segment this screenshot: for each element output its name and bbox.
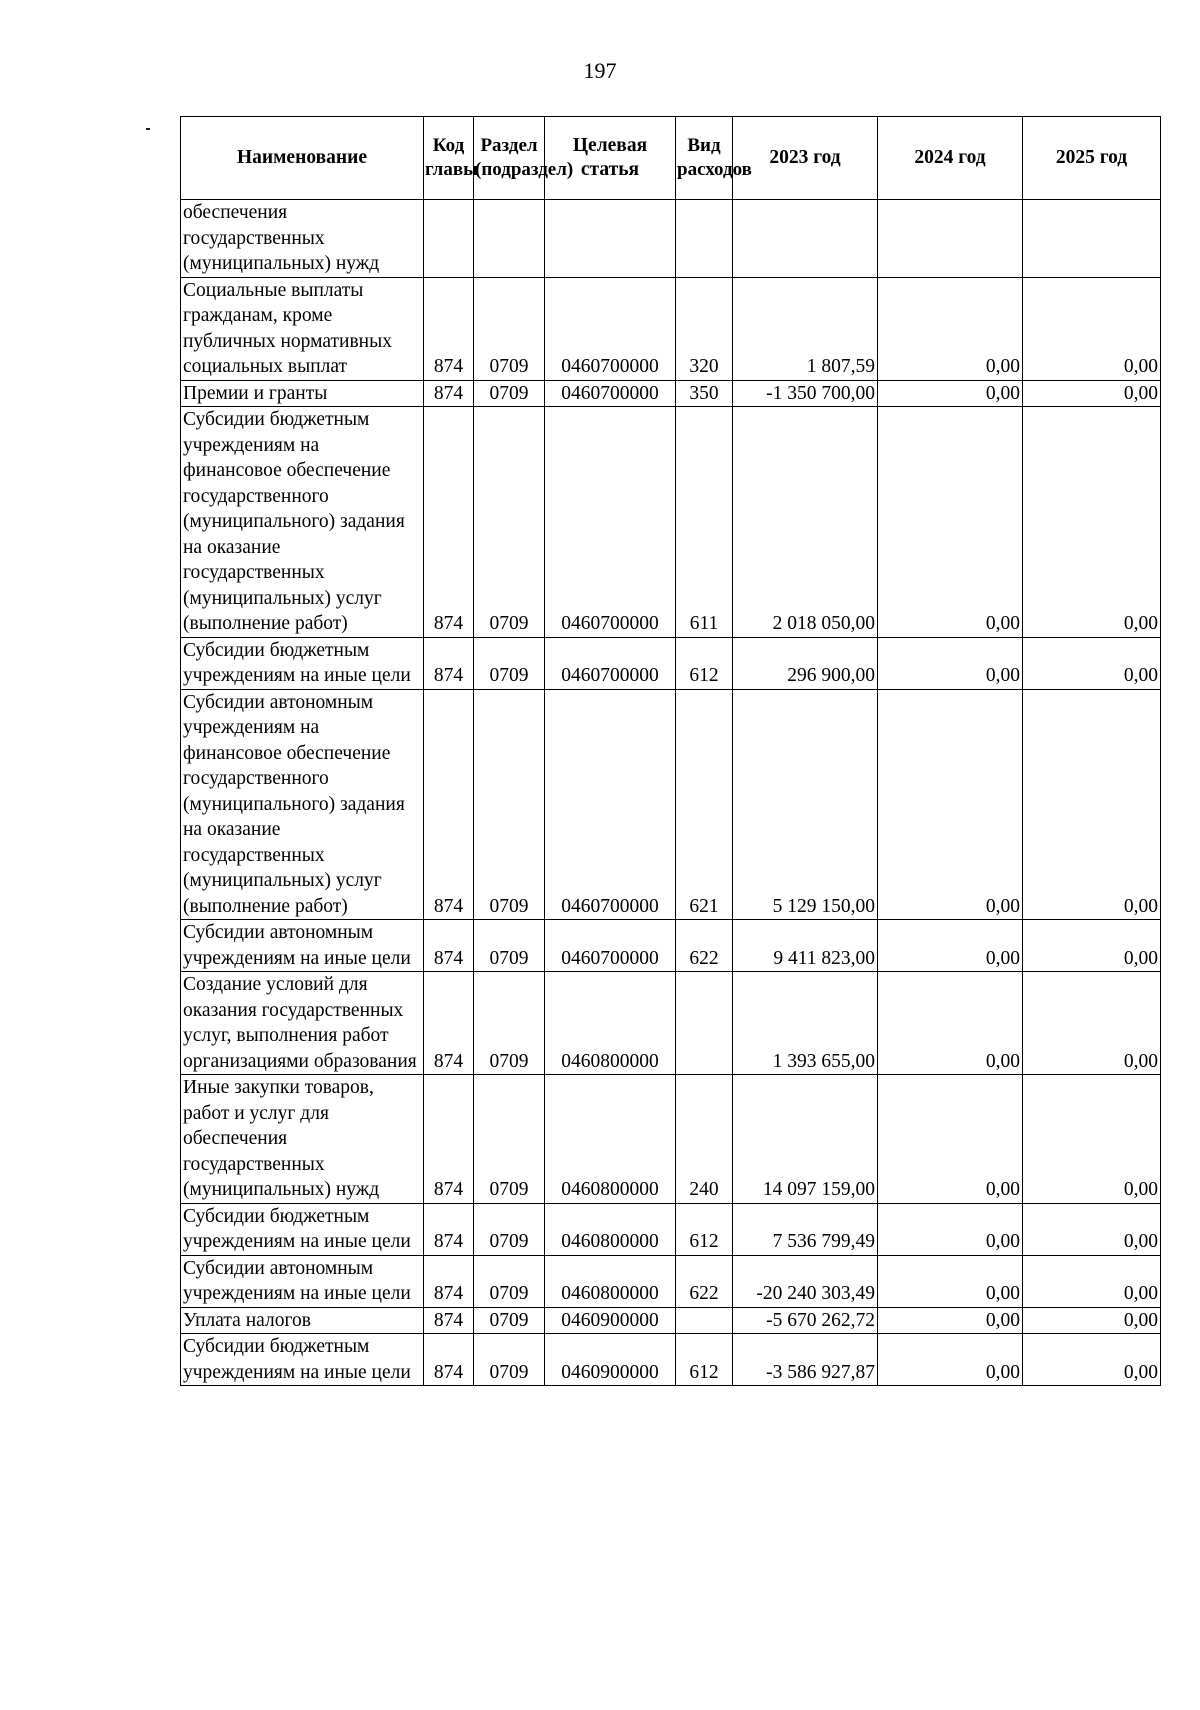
row-expense-type: 240 (676, 1075, 733, 1204)
row-target-article: 0460700000 (545, 637, 676, 689)
row-name: Субсидии автономным учреждениям на финансовое обеспечение государственного (муниципального) задания на оказание государственных (муниципальных) услуг (выполнение работ) (181, 689, 424, 920)
row-chapter-code: 874 (424, 1255, 474, 1307)
header-2025: 2025 год (1023, 117, 1161, 200)
row-amount-2025: 0,00 (1023, 407, 1161, 638)
row-chapter-code: 874 (424, 407, 474, 638)
row-amount-2023: 14 097 159,00 (733, 1075, 878, 1204)
row-target-article: 0460700000 (545, 380, 676, 407)
row-chapter-code (424, 200, 474, 278)
row-section: 0709 (474, 1334, 545, 1386)
row-section: 0709 (474, 637, 545, 689)
row-expense-type (676, 1307, 733, 1334)
row-target-article: 0460800000 (545, 972, 676, 1075)
row-name: обеспечения государственных (муниципальных) нужд (181, 200, 424, 278)
row-chapter-code: 874 (424, 920, 474, 972)
table-header-row (181, 117, 1161, 200)
row-name: Создание условий для оказания государственных услуг, выполнения работ организациями образования (181, 972, 424, 1075)
table-row (181, 637, 1161, 689)
row-chapter-code: 874 (424, 1334, 474, 1386)
row-section (474, 200, 545, 278)
row-amount-2025 (1023, 200, 1161, 278)
header-2024: 2024 год (878, 117, 1023, 200)
row-expense-type: 621 (676, 689, 733, 920)
header-2023: 2023 год (733, 117, 878, 200)
row-expense-type: 612 (676, 637, 733, 689)
row-amount-2024: 0,00 (878, 380, 1023, 407)
row-amount-2025: 0,00 (1023, 689, 1161, 920)
row-target-article: 0460700000 (545, 689, 676, 920)
row-expense-type: 622 (676, 1255, 733, 1307)
row-amount-2023: -1 350 700,00 (733, 380, 878, 407)
row-target-article: 0460900000 (545, 1334, 676, 1386)
row-section: 0709 (474, 689, 545, 920)
row-amount-2024: 0,00 (878, 689, 1023, 920)
row-amount-2025: 0,00 (1023, 920, 1161, 972)
table-row (181, 920, 1161, 972)
row-section: 0709 (474, 920, 545, 972)
header-expense-type: Вид расходов (676, 117, 733, 200)
row-amount-2023: 1 393 655,00 (733, 972, 878, 1075)
row-name: Социальные выплаты гражданам, кроме публичных нормативных социальных выплат (181, 277, 424, 380)
row-target-article: 0460800000 (545, 1075, 676, 1204)
row-section: 0709 (474, 277, 545, 380)
row-target-article: 0460800000 (545, 1203, 676, 1255)
row-amount-2023: 296 900,00 (733, 637, 878, 689)
table-row (181, 277, 1161, 380)
row-amount-2024: 0,00 (878, 1307, 1023, 1334)
row-target-article (545, 200, 676, 278)
table-row (181, 1203, 1161, 1255)
row-name: Субсидии бюджетным учреждениям на иные цели (181, 1334, 424, 1386)
row-amount-2023: -5 670 262,72 (733, 1307, 878, 1334)
row-expense-type: 622 (676, 920, 733, 972)
row-amount-2023 (733, 200, 878, 278)
row-name: Иные закупки товаров, работ и услуг для обеспечения государственных (муниципальных) нужд (181, 1075, 424, 1204)
row-section: 0709 (474, 972, 545, 1075)
row-amount-2024: 0,00 (878, 920, 1023, 972)
row-amount-2024: 0,00 (878, 1075, 1023, 1204)
row-chapter-code: 874 (424, 1307, 474, 1334)
row-section: 0709 (474, 1075, 545, 1204)
table-row (181, 1075, 1161, 1204)
row-target-article: 0460700000 (545, 920, 676, 972)
row-chapter-code: 874 (424, 380, 474, 407)
row-section: 0709 (474, 380, 545, 407)
header-chapter-code: Код главы (424, 117, 474, 200)
table-row (181, 380, 1161, 407)
table-row (181, 407, 1161, 638)
row-expense-type (676, 200, 733, 278)
header-target-article: Целевая статья (545, 117, 676, 200)
row-amount-2024 (878, 200, 1023, 278)
row-name: Субсидии автономным учреждениям на иные цели (181, 1255, 424, 1307)
row-name: Субсидии бюджетным учреждениям на иные цели (181, 637, 424, 689)
row-chapter-code: 874 (424, 689, 474, 920)
row-chapter-code: 874 (424, 972, 474, 1075)
row-chapter-code: 874 (424, 1203, 474, 1255)
row-amount-2024: 0,00 (878, 407, 1023, 638)
row-amount-2024: 0,00 (878, 1203, 1023, 1255)
row-target-article: 0460700000 (545, 277, 676, 380)
page-number: 197 (583, 58, 617, 83)
scan-mark (146, 128, 150, 130)
row-amount-2024: 0,00 (878, 637, 1023, 689)
row-amount-2023: -20 240 303,49 (733, 1255, 878, 1307)
table-row (181, 1255, 1161, 1307)
row-section: 0709 (474, 1203, 545, 1255)
row-amount-2025: 0,00 (1023, 277, 1161, 380)
row-target-article: 0460700000 (545, 407, 676, 638)
row-name: Субсидии бюджетным учреждениям на финансовое обеспечение государственного (муниципального) задания на оказание государственных (муниципальных) услуг (выполнение работ) (181, 407, 424, 638)
row-amount-2023: 7 536 799,49 (733, 1203, 878, 1255)
row-expense-type: 611 (676, 407, 733, 638)
row-chapter-code: 874 (424, 637, 474, 689)
row-chapter-code: 874 (424, 277, 474, 380)
row-expense-type (676, 972, 733, 1075)
table-row (181, 689, 1161, 920)
row-amount-2023: -3 586 927,87 (733, 1334, 878, 1386)
row-amount-2025: 0,00 (1023, 380, 1161, 407)
row-section: 0709 (474, 407, 545, 638)
row-expense-type: 320 (676, 277, 733, 380)
row-amount-2024: 0,00 (878, 277, 1023, 380)
table-row (181, 1307, 1161, 1334)
row-amount-2025: 0,00 (1023, 1203, 1161, 1255)
row-section: 0709 (474, 1307, 545, 1334)
row-amount-2023: 5 129 150,00 (733, 689, 878, 920)
table-row (181, 972, 1161, 1075)
row-amount-2025: 0,00 (1023, 1307, 1161, 1334)
row-target-article: 0460800000 (545, 1255, 676, 1307)
row-name: Субсидии автономным учреждениям на иные цели (181, 920, 424, 972)
row-name: Уплата налогов (181, 1307, 424, 1334)
row-amount-2024: 0,00 (878, 972, 1023, 1075)
row-amount-2023: 2 018 050,00 (733, 407, 878, 638)
row-expense-type: 612 (676, 1334, 733, 1386)
row-amount-2025: 0,00 (1023, 972, 1161, 1075)
row-expense-type: 350 (676, 380, 733, 407)
row-amount-2023: 9 411 823,00 (733, 920, 878, 972)
row-expense-type: 612 (676, 1203, 733, 1255)
row-amount-2025: 0,00 (1023, 1334, 1161, 1386)
row-chapter-code: 874 (424, 1075, 474, 1204)
row-name: Премии и гранты (181, 380, 424, 407)
row-target-article: 0460900000 (545, 1307, 676, 1334)
header-name: Наименование (181, 117, 424, 200)
table-row (181, 200, 1161, 278)
row-amount-2025: 0,00 (1023, 1075, 1161, 1204)
row-amount-2024: 0,00 (878, 1255, 1023, 1307)
row-name: Субсидии бюджетным учреждениям на иные цели (181, 1203, 424, 1255)
budget-table (180, 116, 1161, 1386)
row-amount-2023: 1 807,59 (733, 277, 878, 380)
row-amount-2025: 0,00 (1023, 637, 1161, 689)
row-amount-2024: 0,00 (878, 1334, 1023, 1386)
row-amount-2025: 0,00 (1023, 1255, 1161, 1307)
row-section: 0709 (474, 1255, 545, 1307)
header-section: Раздел (подраздел) (474, 117, 545, 200)
table-row (181, 1334, 1161, 1386)
